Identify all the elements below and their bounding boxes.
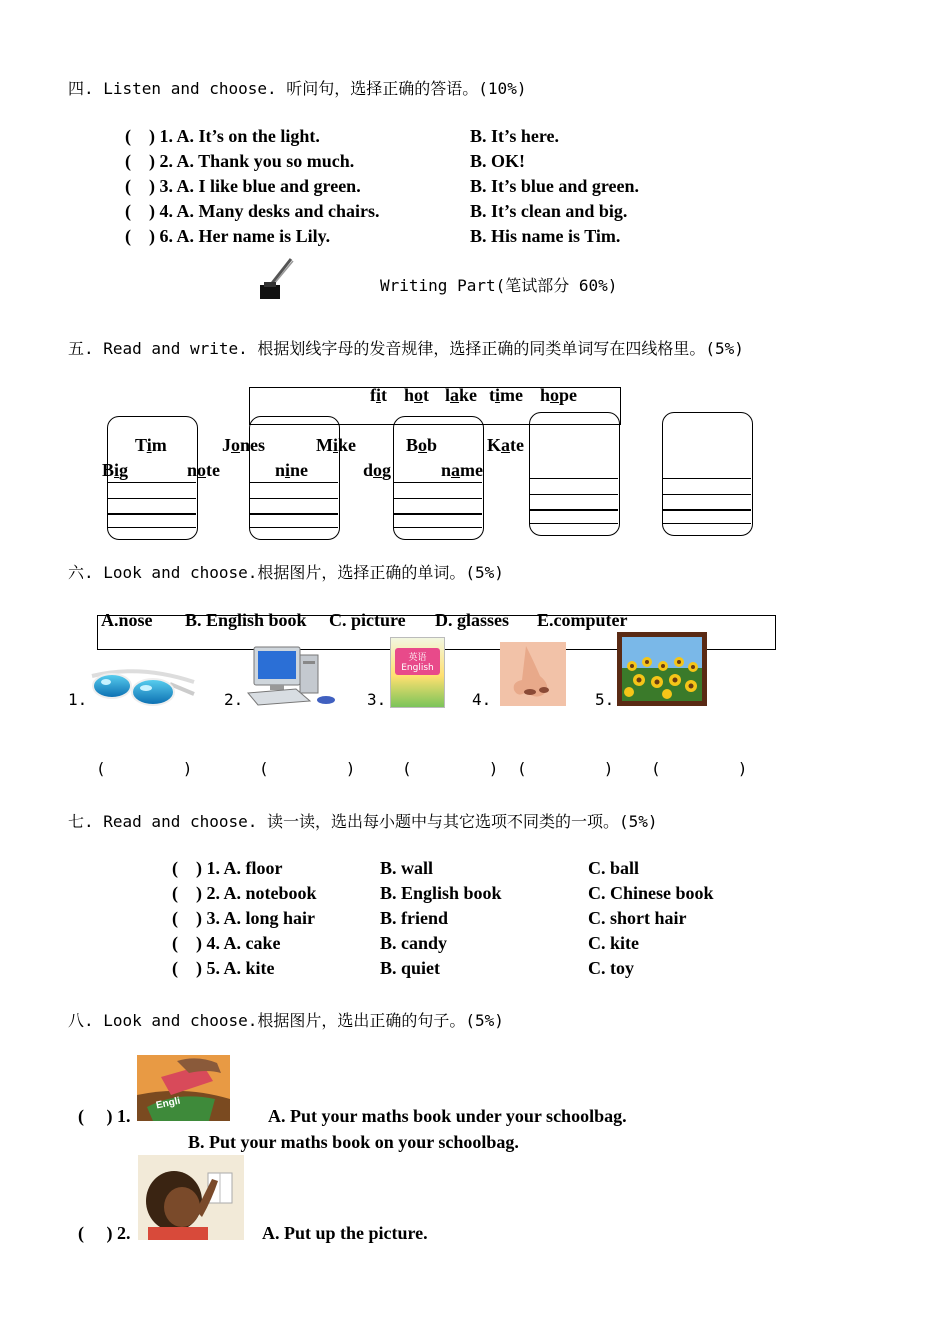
grid-line (249, 527, 338, 528)
grid-line (107, 513, 196, 515)
option-picture: C. picture (329, 610, 406, 630)
s7-q1-b: B. wall (380, 858, 434, 878)
pic-number-1: 1. (68, 690, 88, 709)
grid-line (662, 494, 751, 495)
grid-line (662, 478, 751, 479)
grid-line (249, 482, 338, 483)
pic-number-3: 3. (367, 690, 387, 709)
grid-line (529, 523, 618, 524)
grid-line (107, 482, 196, 483)
glasses-image (90, 662, 198, 708)
answer-box-4[interactable] (529, 412, 620, 536)
writing-part-title: Writing Part(笔试部分 60%) (380, 276, 618, 295)
book-schoolbag-image (137, 1055, 230, 1121)
word-dog: dog (363, 460, 392, 480)
answer-blank-2[interactable]: ( ) (259, 759, 356, 778)
word-name: name (441, 460, 483, 480)
s7-q4-b: B. candy (380, 933, 448, 953)
grid-line (662, 523, 751, 524)
s4-q5-b: B. His name is Tim. (470, 226, 621, 246)
s4-q1-b: B. It’s here. (470, 126, 559, 146)
word-note: note (187, 460, 220, 480)
s8-q1-option-b: B. Put your maths book on your schoolbag. (188, 1132, 519, 1152)
s4-q2: ( ) 2. A. Thank you so much. (125, 151, 355, 171)
grid-line (393, 527, 482, 528)
pic-number-2: 2. (224, 690, 244, 709)
answer-blank-1[interactable]: ( ) (96, 759, 193, 778)
s4-q1: ( ) 1. A. It’s on the light. (125, 126, 320, 146)
grid-line (529, 478, 618, 479)
s4-q5: ( ) 6. A. Her name is Lily. (125, 226, 331, 246)
grid-line (249, 513, 338, 515)
word-nine: nine (275, 460, 309, 480)
word-mike: Mike (316, 435, 357, 455)
word-option-hope: hope (540, 385, 578, 405)
grid-line (662, 509, 751, 511)
s7-q2-a: ( ) 2. A. notebook (172, 883, 317, 903)
answer-blank-4[interactable]: ( ) (517, 759, 614, 778)
s7-q2-c: C. Chinese book (588, 883, 714, 903)
word-tim: Tim (135, 435, 167, 455)
s7-q3-a: ( ) 3. A. long hair (172, 908, 316, 928)
grid-line (107, 527, 196, 528)
english-book-image (390, 637, 445, 708)
pic-number-5: 5. (595, 690, 615, 709)
grid-line (529, 509, 618, 511)
boy-picture-image (138, 1155, 244, 1240)
s8-q1-option-a: A. Put your maths book under your schoolbag. (268, 1106, 627, 1126)
grid-line (529, 494, 618, 495)
s7-q3-c: C. short hair (588, 908, 687, 928)
option-glasses: D. glasses (435, 610, 510, 630)
sunflower-picture-image (617, 632, 707, 706)
s7-q5-c: C. toy (588, 958, 634, 978)
word-kate: Kate (487, 435, 524, 455)
s4-q4: ( ) 4. A. Many desks and chairs. (125, 201, 380, 221)
section4-heading: 四. Listen and choose. 听问句，选择正确的答语。(10%) (68, 79, 527, 98)
option-computer: E.computer (537, 610, 628, 630)
book-title-label: 英语 English (395, 648, 440, 675)
nose-image (500, 642, 566, 706)
word-option-lake: lake (445, 385, 478, 405)
s4-q4-b: B. It’s clean and big. (470, 201, 628, 221)
section5-heading: 五. Read and write. 根据划线字母的发音规律，选择正确的同类单词写在四线格里。(5%) (68, 339, 744, 358)
word-option-fit: fit (370, 385, 388, 405)
s8-q1-number: ( ) 1. (78, 1106, 131, 1126)
pen-icon (255, 255, 297, 303)
section8-heading: 八. Look and choose.根据图片，选出正确的句子。(5%) (68, 1011, 504, 1030)
s7-q4-c: C. kite (588, 933, 639, 953)
s7-q5-b: B. quiet (380, 958, 441, 978)
grid-line (393, 482, 482, 483)
word-jones: Jones (222, 435, 266, 455)
s4-q3-b: B. It’s blue and green. (470, 176, 640, 196)
option-nose: A.nose (101, 610, 153, 630)
grid-line (393, 513, 482, 515)
answer-blank-3[interactable]: ( ) (402, 759, 499, 778)
s8-q2-number: ( ) 2. (78, 1223, 131, 1243)
computer-image (246, 645, 340, 707)
s7-q1-a: ( ) 1. A. floor (172, 858, 283, 878)
book-word-label: Engli (155, 1095, 182, 1112)
word-option-hot: hot (404, 385, 430, 405)
grid-line (249, 498, 338, 499)
s4-q2-b: B. OK! (470, 151, 526, 171)
answer-blank-5[interactable]: ( ) (651, 759, 748, 778)
s7-q4-a: ( ) 4. A. cake (172, 933, 281, 953)
s4-q3: ( ) 3. A. I like blue and green. (125, 176, 361, 196)
s7-q5-a: ( ) 5. A. kite (172, 958, 275, 978)
s7-q3-b: B. friend (380, 908, 449, 928)
grid-line (107, 498, 196, 499)
answer-box-5[interactable] (662, 412, 753, 536)
word-option-time: time (489, 385, 523, 405)
option-english-book: B. English book (185, 610, 307, 630)
section6-heading: 六. Look and choose.根据图片，选择正确的单词。(5%) (68, 563, 504, 582)
word-bob: Bob (406, 435, 438, 455)
s7-q2-b: B. English book (380, 883, 502, 903)
s8-q2-option-a: A. Put up the picture. (262, 1223, 428, 1243)
pic-number-4: 4. (472, 690, 492, 709)
grid-line (393, 498, 482, 499)
s7-q1-c: C. ball (588, 858, 640, 878)
section7-heading: 七. Read and choose. 读一读，选出每小题中与其它选项不同类的一项。(5%) (68, 812, 658, 831)
word-big: Big (102, 460, 129, 480)
